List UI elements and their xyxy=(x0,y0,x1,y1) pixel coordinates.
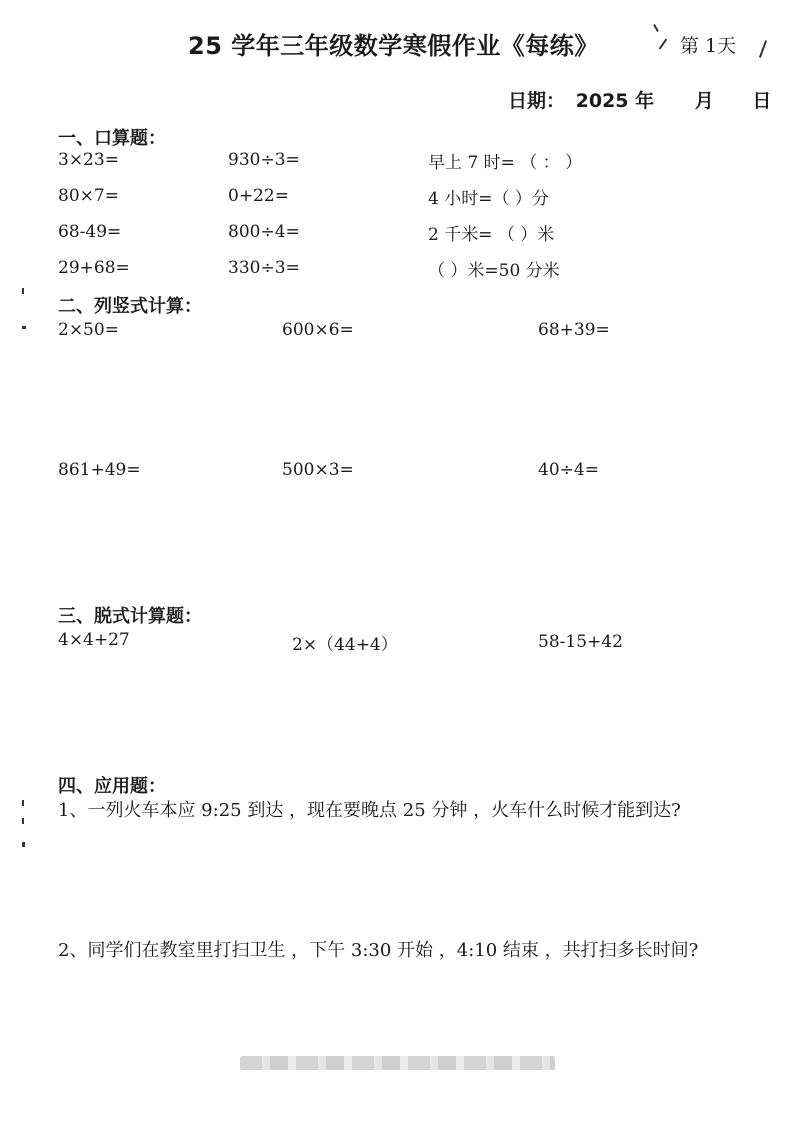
oral-problem: 800÷4= xyxy=(228,222,300,242)
date-month: 月 xyxy=(694,90,714,112)
vertical-problem: 600×6= xyxy=(282,320,354,340)
scan-mark xyxy=(659,39,668,50)
scan-mark xyxy=(653,24,659,32)
oral-problem: 930÷3= xyxy=(228,150,300,170)
oral-problem: 29+68= xyxy=(58,258,130,278)
scan-mark xyxy=(759,40,767,58)
stepwise-problem: 58-15+42 xyxy=(538,632,623,652)
vertical-problem: 500×3= xyxy=(282,460,354,480)
scan-mark xyxy=(22,842,25,847)
word-problem-2: 2、同学们在教室里打扫卫生 ，下午 3:30 开始 ，4:10 结束 ，共打扫多长时间? xyxy=(58,940,699,961)
vertical-problem: 68+39= xyxy=(538,320,610,340)
oral-problem: 330÷3= xyxy=(228,258,300,278)
day-label: 第 1天 xyxy=(680,35,737,57)
stepwise-problem: 4×4+27 xyxy=(58,630,130,650)
unit-conversion: （ ）米=50 分米 xyxy=(428,261,560,281)
page-title: 25 学年三年级数学寒假作业《每练》 xyxy=(188,32,599,60)
oral-problem: 3×23= xyxy=(58,150,119,170)
section-heading-oral: 一、口算题： xyxy=(58,128,166,149)
scan-mark xyxy=(22,326,26,329)
blurred-footer xyxy=(240,1056,555,1070)
date-label: 日期： xyxy=(508,90,566,112)
date-row xyxy=(508,86,771,113)
unit-conversion: 2 千米= （ ）米 xyxy=(428,225,555,245)
stepwise-problem: 2×（44+4） xyxy=(292,635,398,655)
oral-problem: 0+22= xyxy=(228,186,289,206)
unit-conversion: 4 小时=（ ）分 xyxy=(428,189,549,209)
scan-mark xyxy=(22,800,24,806)
unit-conversion: 早上 7 时= （ ： ） xyxy=(428,153,583,173)
date-year: 2025 年 xyxy=(575,90,655,112)
oral-problem: 80×7= xyxy=(58,186,119,206)
word-problem-1: 1、一列火车本应 9:25 到达 ，现在要晚点 25 分钟 ，火车什么时候才能到达? xyxy=(58,800,681,821)
vertical-problem: 861+49= xyxy=(58,460,141,480)
vertical-problem: 2×50= xyxy=(58,320,119,340)
oral-problem: 68-49= xyxy=(58,222,122,242)
vertical-problem: 40÷4= xyxy=(538,460,599,480)
scan-mark xyxy=(22,818,24,824)
section-heading-vertical: 二、列竖式计算： xyxy=(58,296,202,317)
section-heading-application: 四、应用题： xyxy=(58,776,166,797)
scan-mark xyxy=(22,288,24,294)
section-heading-stepwise: 三、脱式计算题： xyxy=(58,606,202,627)
date-day: 日 xyxy=(752,90,772,112)
